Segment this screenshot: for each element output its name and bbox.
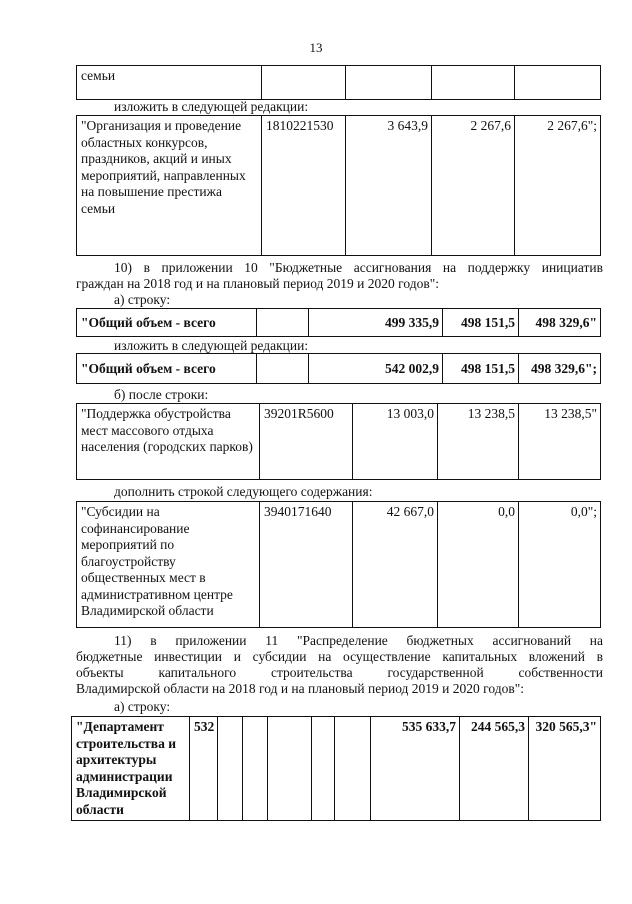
subsection-cell — [243, 717, 268, 821]
amount-2019-cell: 244 565,3 — [460, 717, 529, 821]
amount-2018-cell — [346, 66, 432, 100]
instruction-text: изложить в следующей редакции: — [114, 99, 309, 114]
amount-2018-cell: 13 003,0 — [353, 404, 438, 480]
target-article-cell — [262, 66, 346, 100]
amount-2019-cell: 498 151,5 — [443, 354, 519, 384]
page-number: 13 — [309, 40, 323, 55]
table-row — [77, 309, 601, 337]
amount-2018-cell: 42 667,0 — [353, 502, 438, 628]
table-parks — [76, 403, 601, 480]
table-row — [77, 66, 601, 100]
row-name-cell: "Поддержка обустройства мест массового отдыха населения (городских парков) — [77, 404, 260, 480]
paragraph-11-line-4: Владимирской области на 2018 год и на плановый период 2019 и 2020 годов": — [76, 681, 524, 696]
amount-2018-cell: 542 002,9 — [309, 354, 443, 384]
amount-2019-cell: 0,0 — [438, 502, 519, 628]
section-cell — [218, 717, 243, 821]
ministry-code-cell: 532 — [190, 717, 218, 821]
table-row — [77, 502, 601, 628]
table-row — [72, 717, 601, 821]
amount-2020-cell: 498 329,6"; — [519, 354, 601, 384]
amount-2019-cell — [432, 66, 515, 100]
amount-2018-cell: 499 335,9 — [309, 309, 443, 337]
table-total-new — [76, 353, 601, 384]
paragraph-10-line-1: 10) в приложении 10 "Бюджетные ассигнования на поддержку инициатив — [114, 260, 603, 275]
object-cell — [335, 717, 371, 821]
paragraph-11-line-3: объекты капитального строительства государственной собственности — [76, 665, 603, 680]
row-name-cell: "Субсидии на софинансирование мероприятий по благоустройству общественных мест в административном центре Владимирской области — [77, 502, 260, 628]
target-article-cell — [257, 309, 309, 337]
expense-type-cell — [312, 717, 335, 821]
target-article-cell — [257, 354, 309, 384]
table-row — [77, 404, 601, 480]
amount-2019-cell: 13 238,5 — [438, 404, 519, 480]
target-article-cell: 1810221530 — [262, 116, 346, 256]
instruction-text: дополнить строкой следующего содержания: — [114, 484, 373, 499]
row-name-cell: "Организация и проведение областных конкурсов, праздников, акций и иных мероприятий, направленных на повышение престижа семьи — [77, 116, 262, 256]
table-subsidies — [76, 501, 601, 628]
amount-2020-cell: 13 238,5" — [519, 404, 601, 480]
amount-2019-cell: 2 267,6 — [432, 116, 515, 256]
row-name-cell: "Общий объем - всего — [77, 354, 257, 384]
amount-2018-cell: 3 643,9 — [346, 116, 432, 256]
amount-2018-cell: 535 633,7 — [371, 717, 460, 821]
table-department — [71, 716, 601, 821]
paragraph-10-line-2: граждан на 2018 год и на плановый период 2019 и 2020 годов": — [76, 276, 439, 291]
table-family-events — [76, 115, 601, 256]
target-article-cell: 3940171640 — [260, 502, 353, 628]
target-article-cell — [268, 717, 312, 821]
row-name-cell: семьи — [77, 66, 262, 100]
table-continuation — [76, 65, 601, 100]
row-name-cell: "Общий объем - всего — [77, 309, 257, 337]
amount-2019-cell: 498 151,5 — [443, 309, 519, 337]
subitem-a: а) строку: — [114, 699, 171, 714]
instruction-text: изложить в следующей редакции: — [114, 338, 309, 353]
table-row — [77, 354, 601, 384]
subitem-b: б) после строки: — [114, 387, 209, 402]
amount-2020-cell: 2 267,6"; — [515, 116, 601, 256]
amount-2020-cell: 498 329,6" — [519, 309, 601, 337]
amount-2020-cell — [515, 66, 601, 100]
amount-2020-cell: 0,0"; — [519, 502, 601, 628]
paragraph-11-line-2: бюджетные инвестиции и субсидии на осуществление капитальных вложений в — [76, 649, 603, 664]
row-name-cell: "Департамент строительства и архитектуры администрации Владимирской области — [72, 717, 190, 821]
table-row — [77, 116, 601, 256]
target-article-cell: 39201R5600 — [260, 404, 353, 480]
amount-2020-cell: 320 565,3" — [529, 717, 601, 821]
paragraph-11-line-1: 11) в приложении 11 "Распределение бюджетных ассигнований на — [114, 633, 603, 648]
table-total-old — [76, 308, 601, 337]
subitem-a: а) строку: — [114, 292, 171, 307]
